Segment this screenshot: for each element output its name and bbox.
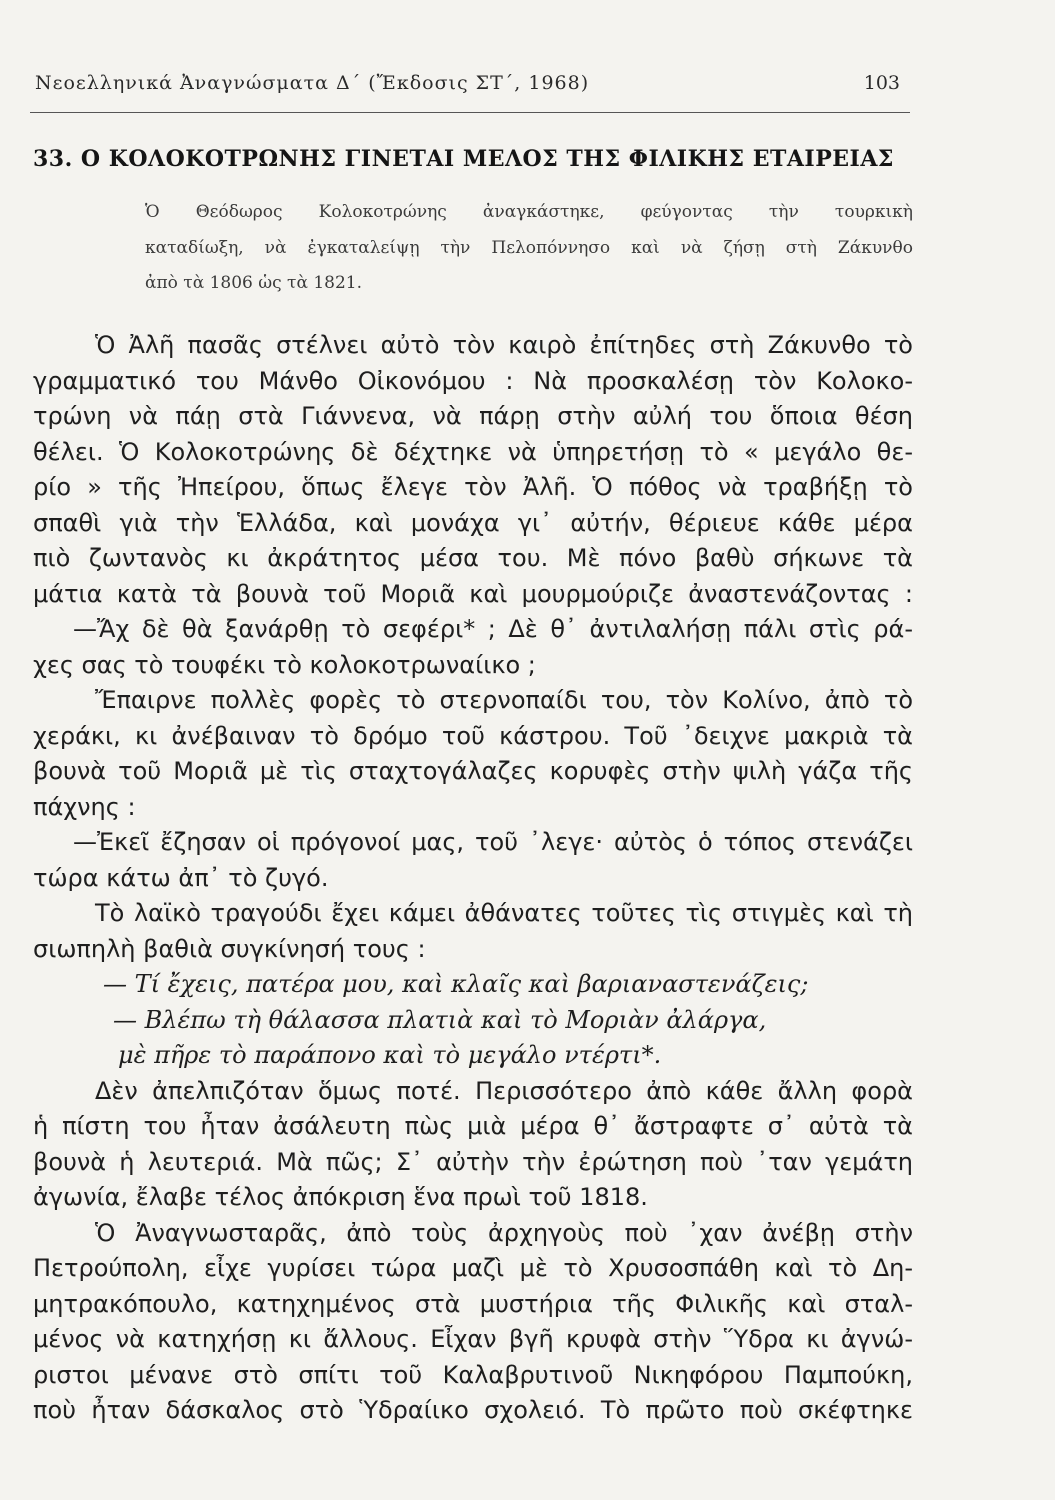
- body-line: χες σας τὸ τουφέκι τὸ κολοκοτρωναίικο ;: [33, 650, 536, 679]
- body-line: ποὺ ἦταν δάσκαλος στὸ Ὑδραίικο σχολειό. Τὸ πρῶτο ποὺ σκέφτηκε: [33, 1396, 913, 1424]
- body-line: —Ἄχ δὲ θὰ ξανάρθῃ τὸ σεφέρι* ; Δὲ θ᾿ ἀντιλαλήσῃ πάλι στὶς ρά-: [73, 615, 913, 643]
- page-number: 103: [863, 72, 900, 94]
- body-line: ριστοι μένανε στὸ σπίτι τοῦ Καλαβρυτινοῦ Νικηφόρου Παμπούκη,: [33, 1360, 913, 1389]
- body-line: Ὁ Ἀναγνωσταρᾶς, ἀπὸ τοὺς ἀρχηγοὺς ποὺ ᾿χαν ἀνέβῃ στὴν: [95, 1218, 913, 1247]
- body-line: σπαθὶ γιὰ τὴν Ἑλλάδα, καὶ μονάχα γι᾿ αὐτήν, θέριευε κάθε μέρα: [33, 508, 913, 537]
- body-line: γραμματικό του Μάνθο Οἰκονόμου : Νὰ προσκαλέσῃ τὸν Κολοκο-: [33, 366, 913, 395]
- body-line: πιὸ ζωντανὸς κι ἀκράτητος μέσα του. Μὲ πόνο βαθὺ σήκωνε τὰ: [33, 544, 913, 572]
- header-rule: [30, 112, 910, 113]
- chapter-title: 33. Ο ΚΟΛΟΚΟΤΡΩΝΗΣ ΓΙΝΕΤΑΙ ΜΕΛΟΣ ΤΗΣ ΦΙΛΙΚΗΣ ΕΤΑΙΡΕΙΑΣ: [33, 146, 894, 172]
- body-line: —Ἐκεῖ ἔζησαν οἱ πρόγονοί μας, τοῦ ᾿λεγε· αὐτὸς ὁ τόπος στενάζει: [73, 828, 913, 856]
- running-header: Νεοελληνικά Ἀναγνώσματα Δ΄ (Ἔκδοσις ΣΤ΄, 1968): [35, 72, 590, 94]
- song-line: μὲ πῆρε τὸ παράπονο καὶ τὸ μεγάλο ντέρτι*.: [118, 1041, 662, 1069]
- body-line: Τὸ λαϊκὸ τραγούδι ἔχει κάμει ἀθάνατες τοῦτες τὶς στιγμὲς καὶ τὴ: [95, 899, 913, 927]
- intro-line: καταδίωξη, νὰ ἐγκαταλείψῃ τὴν Πελοπόννησο καὶ νὰ ζήσῃ στὴ Ζάκυνθο: [145, 237, 913, 258]
- body-line: Ὁ Ἀλῆ πασᾶς στέλνει αὐτὸ τὸν καιρὸ ἐπίτηδες στὴ Ζάκυνθο τὸ: [95, 331, 913, 359]
- body-line: ἀγωνία, ἔλαβε τέλος ἀπόκριση ἕνα πρωὶ τοῦ 1818.: [33, 1183, 648, 1211]
- body-line: Ἔπαιρνε πολλὲς φορὲς τὸ στερνοπαίδι του, τὸν Κολίνο, ἀπὸ τὸ: [95, 686, 913, 714]
- body-line: μάτια κατὰ τὰ βουνὰ τοῦ Μοριᾶ καὶ μουρμούριζε ἀναστενάζοντας :: [33, 579, 913, 608]
- song-line: — Τί ἔχεις, πατέρα μου, καὶ κλαῖς καὶ βαριαναστενάζεις;: [103, 970, 809, 998]
- body-line: βουνὰ τοῦ Μοριᾶ μὲ τὶς σταχτογάλαζες κορυφὲς στὴν ψιλὴ γάζα τῆς: [33, 757, 913, 785]
- body-line: ἡ πίστη του ἦταν ἀσάλευτη πὼς μιὰ μέρα θ᾿ ἄστραφτε σ᾿ αὐτὰ τὰ: [33, 1112, 913, 1140]
- song-line: — Βλέπω τὴ θάλασσα πλατιὰ καὶ τὸ Μοριὰν ἀλάργα,: [113, 1005, 767, 1034]
- body-line: Πετρούπολη, εἶχε γυρίσει τώρα μαζὶ μὲ τὸ Χρυσοσπάθη καὶ τὸ Δη-: [33, 1254, 913, 1282]
- body-line: Δὲν ἀπελπιζόταν ὅμως ποτέ. Περισσότερο ἀπὸ κάθε ἄλλη φορὰ: [95, 1076, 913, 1105]
- body-line: ρίο » τῆς Ἠπείρου, ὅπως ἔλεγε τὸν Ἀλῆ. Ὁ πόθος νὰ τραβήξῃ τὸ: [33, 473, 913, 501]
- intro-line: Ὁ Θεόδωρος Κολοκοτρώνης ἀναγκάστηκε, φεύγοντας τὴν τουρκικὴ: [145, 202, 913, 222]
- body-text: [33, 328, 913, 1429]
- body-line: σιωπηλὴ βαθιὰ συγκίνησή τους :: [33, 934, 426, 963]
- body-line: μητρακόπουλο, κατηχημένος στὰ μυστήρια τῆς Φιλικῆς καὶ σταλ-: [33, 1289, 913, 1318]
- intro-summary: [145, 195, 913, 302]
- body-line: βουνὰ ἡ λευτεριά. Μὰ πῶς; Σ᾿ αὐτὴν τὴν ἐρώτηση ποὺ ᾿ταν γεμάτη: [33, 1147, 913, 1176]
- body-line: τώρα κάτω ἀπ᾿ τὸ ζυγό.: [33, 863, 329, 892]
- body-line: τρώνη νὰ πάῃ στὰ Γιάννενα, νὰ πάρῃ στὴν αὐλή του ὅποια θέση: [33, 402, 913, 430]
- body-line: μένος νὰ κατηχήσῃ κι ἄλλους. Εἶχαν βγῆ κρυφὰ στὴν Ὕδρα κι ἀγνώ-: [33, 1325, 913, 1353]
- body-line: θέλει. Ὁ Κολοκοτρώνης δὲ δέχτηκε νὰ ὑπηρετήσῃ τὸ « μεγάλο θε-: [33, 437, 913, 466]
- body-line: πάχνης :: [33, 792, 136, 821]
- intro-line: ἀπὸ τὰ 1806 ὡς τὰ 1821.: [145, 273, 362, 293]
- body-line: χεράκι, κι ἀνέβαιναν τὸ δρόμο τοῦ κάστρου. Τοῦ ᾿δειχνε μακριὰ τὰ: [33, 721, 913, 750]
